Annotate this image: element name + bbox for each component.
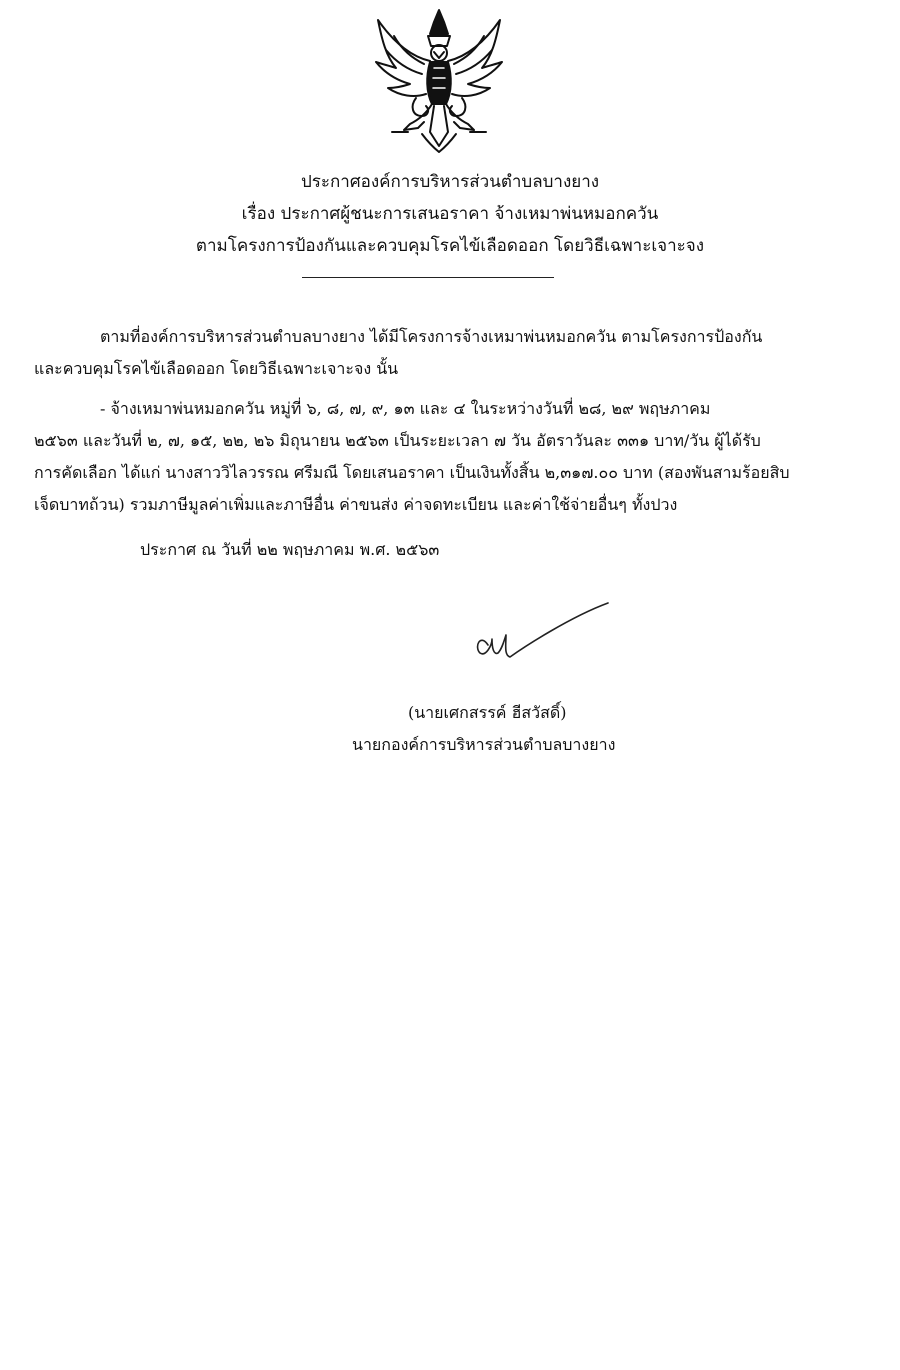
- announcement-title: ประกาศองค์การบริหารส่วนตำบลบางยาง: [300, 172, 600, 192]
- body-line: และควบคุมโรคไข้เลือดออก โดยวิธีเฉพาะเจาะจง นั้น: [34, 359, 399, 378]
- body-line: การคัดเลือก ได้แก่ นางสาววิไลวรรณ ศรีมณี โดยเสนอราคา เป็นเงินทั้งสิ้น ๒,๓๑๗.๐๐ บาท (สองพันสามร้อยสิบ: [34, 463, 790, 482]
- announcement-subject: เรื่อง ประกาศผู้ชนะการเสนอราคา จ้างเหมาพ่นหมอกควัน: [241, 204, 659, 224]
- body-line: ๒๕๖๓ และวันที่ ๒, ๗, ๑๕, ๒๒, ๒๖ มิถุนายน ๒๕๖๓ เป็นระยะเวลา ๗ วัน อัตราวันละ ๓๓๑ บาท/วัน ผู้ได้รับ: [34, 431, 761, 450]
- signature-icon: [470, 595, 620, 670]
- body-line: เจ็ดบาทถ้วน) รวมภาษีมูลค่าเพิ่มและภาษีอื่น ค่าขนส่ง ค่าจดทะเบียน และค่าใช้จ่ายอื่นๆ ทั้งปวง: [34, 495, 678, 514]
- announcement-project: ตามโครงการป้องกันและควบคุมโรคไข้เลือดออก โดยวิธีเฉพาะเจาะจง: [195, 236, 705, 256]
- body-line: - จ้างเหมาพ่นหมอกควัน หมู่ที่ ๖, ๘, ๗, ๙, ๑๓ และ ๔ ในระหว่างวันที่ ๒๘, ๒๙ พฤษภาคม: [100, 399, 711, 418]
- announcement-date: ประกาศ ณ วันที่ ๒๒ พฤษภาคม พ.ศ. ๒๕๖๓: [140, 540, 440, 559]
- garuda-emblem-icon: [364, 6, 514, 156]
- signer-title: นายกองค์การบริหารส่วนตำบลบางยาง: [352, 735, 616, 754]
- signer-name: (นายเศกสรรค์ ฮีสวัสดิ์): [408, 703, 567, 722]
- heading-divider: [302, 277, 554, 278]
- body-line: ตามที่องค์การบริหารส่วนตำบลบางยาง ได้มีโครงการจ้างเหมาพ่นหมอกควัน ตามโครงการป้องกัน: [100, 327, 763, 346]
